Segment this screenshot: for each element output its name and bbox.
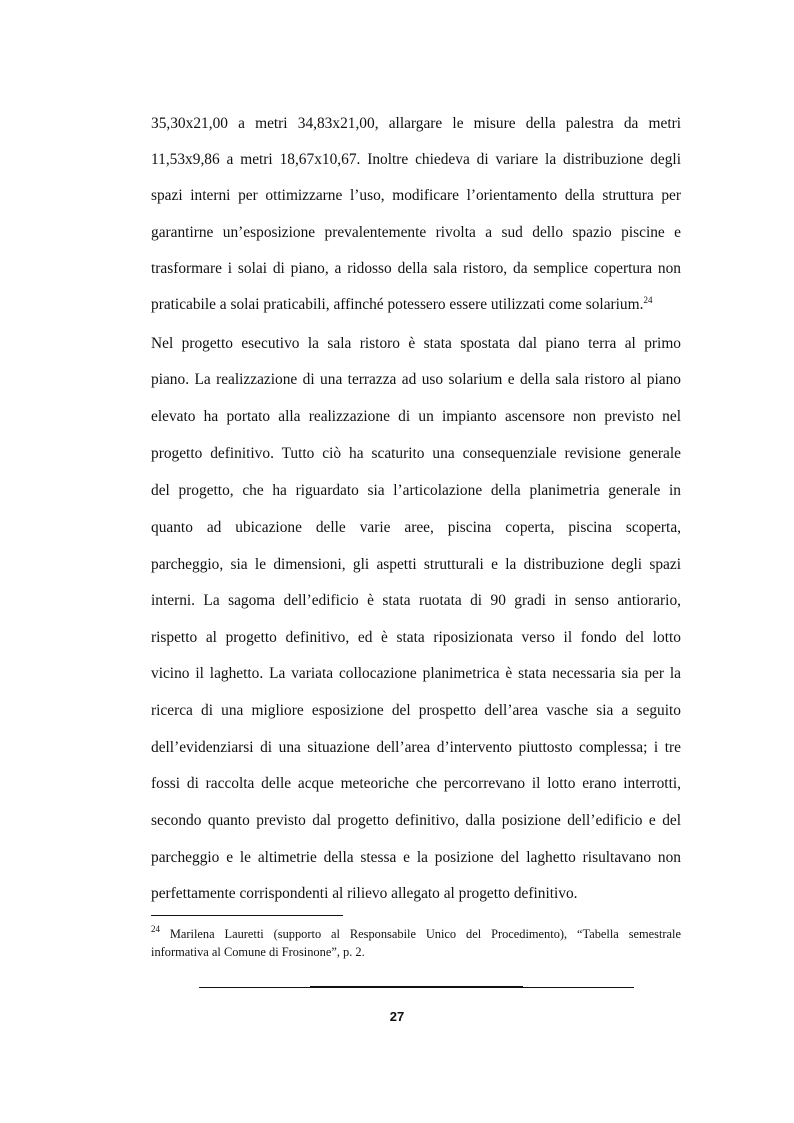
page-number: 27 — [389, 1009, 405, 1024]
footnote-separator — [151, 915, 343, 916]
footnote-line-2: informativa al Comune di Frosinone”, p. 2. — [151, 945, 365, 959]
body-line-22: perfettamente corrispondenti al rilievo allegato al progetto definitivo. — [151, 885, 578, 902]
body-line-17: ricerca di una migliore esposizione del prospetto dell’area vasche sia a seguito — [151, 702, 681, 719]
body-line-2: 11,53x9,86 a metri 18,67x10,67. Inoltre chiedeva di variare la distribuzione degli — [151, 151, 681, 168]
body-line-11: del progetto, che ha riguardato sia l’articolazione della planimetria generale in — [151, 482, 681, 499]
footnote-line-1-text: Marilena Lauretti (supporto al Responsabile Unico del Procedimento), “Tabella semestrale — [169, 927, 681, 941]
body-line-10: progetto definitivo. Tutto ciò ha scaturito una consequenziale revisione generale — [151, 445, 681, 462]
body-line-13: parcheggio, sia le dimensioni, gli aspetti strutturali e la distribuzione degli spazi — [151, 556, 681, 573]
body-line-9: elevato ha portato alla realizzazione di un impianto ascensore non previsto nel — [151, 408, 681, 425]
body-line-4: garantirne un’esposizione prevalentemente rivolta a sud dello spazio piscine e — [151, 224, 681, 241]
body-line-14: interni. La sagoma dell’edificio è stata ruotata di 90 gradi in senso antiorario, — [151, 592, 681, 609]
body-line-12: quanto ad ubicazione delle varie aree, piscina coperta, piscina scoperta, — [151, 519, 681, 536]
body-line-7: Nel progetto esecutivo la sala ristoro è stata spostata dal piano terra al primo — [151, 335, 681, 352]
body-line-1: 35,30x21,00 a metri 34,83x21,00, allargare le misure della palestra da metri — [151, 115, 681, 132]
body-line-6-text: praticabile a solai praticabili, affinché potessero essere utilizzati come solarium. — [151, 296, 644, 313]
body-line-19: fossi di raccolta delle acque meteoriche che percorrevano il lotto erano interrotti, — [151, 775, 681, 792]
body-line-20: secondo quanto previsto dal progetto definitivo, dalla posizione dell’edificio e del — [151, 812, 681, 829]
body-line-15: rispetto al progetto definitivo, ed è stata riposizionata verso il fondo del lotto — [151, 629, 681, 646]
body-line-5: trasformare i solai di piano, a ridosso della sala ristoro, da semplice copertura non — [151, 260, 681, 277]
footnote-line-1 — [151, 926, 681, 942]
body-line-6 — [151, 295, 681, 315]
footnote-number: 24 — [151, 924, 160, 934]
body-line-21: parcheggio e le altimetrie della stessa e la posizione del laghetto risultavano non — [151, 849, 681, 866]
footer-rule-accent — [310, 986, 523, 988]
footnote-reference: 24 — [643, 295, 653, 305]
body-line-3: spazi interni per ottimizzarne l’uso, modificare l’orientamento della struttura per — [151, 187, 681, 204]
body-line-18: dell’evidenziarsi di una situazione dell’area d’intervento piuttosto complessa; i tre — [151, 739, 681, 756]
body-line-8: piano. La realizzazione di una terrazza ad uso solarium e della sala ristoro al piano — [151, 371, 681, 388]
body-line-16: vicino il laghetto. La variata collocazione planimetrica è stata necessaria sia per la — [151, 665, 681, 682]
